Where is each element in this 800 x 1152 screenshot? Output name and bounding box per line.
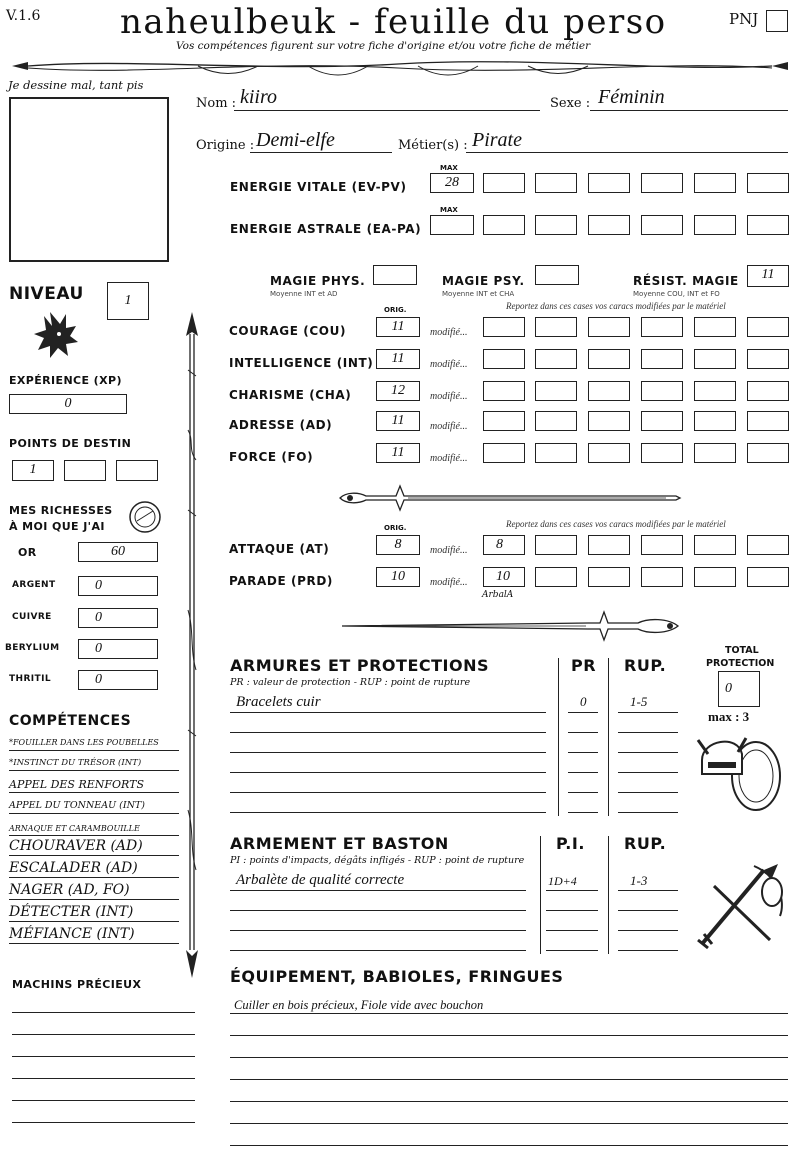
thritil-field[interactable]: 0 xyxy=(78,670,158,690)
origine-label: Origine : xyxy=(196,138,255,153)
carac-mod-field[interactable] xyxy=(641,443,683,463)
armures-lines xyxy=(230,712,690,822)
carac-mod-field[interactable] xyxy=(747,411,789,431)
armement-col-pi: P.I. xyxy=(556,834,585,853)
combat-mod-field[interactable] xyxy=(641,567,683,587)
ev-label: ENERGIE VITALE (EV-PV) xyxy=(230,180,407,194)
carac-mod-field[interactable] xyxy=(483,381,525,401)
experience-field[interactable]: 0 xyxy=(9,394,127,414)
intelligence-label: INTELLIGENCE (INT) xyxy=(229,356,374,370)
armement-lines xyxy=(230,890,690,954)
carac-mod-field[interactable] xyxy=(694,317,736,337)
carac-mod-field[interactable] xyxy=(641,411,683,431)
destin-label: POINTS DE DESTIN xyxy=(9,437,132,450)
combat-mod-field[interactable] xyxy=(747,535,789,555)
carac-mod-field[interactable] xyxy=(535,317,577,337)
carac-mod-field[interactable] xyxy=(747,381,789,401)
combat-mod-field[interactable] xyxy=(535,535,577,555)
competence-item[interactable]: APPEL DU TONNEAU (INT) xyxy=(9,799,179,814)
pnj-checkbox[interactable] xyxy=(766,10,788,32)
ea-max-field[interactable] xyxy=(430,215,474,235)
force-modifie-label: modifié... xyxy=(430,453,468,464)
equipement-line[interactable] xyxy=(230,1079,788,1080)
dragon-icon xyxy=(32,306,82,362)
competence-item[interactable]: APPEL DES RENFORTS xyxy=(9,777,179,793)
competence-item[interactable]: DÉTECTER (INT) xyxy=(9,904,179,922)
parade-modifie-label: modifié... xyxy=(430,577,468,588)
carac-mod-field[interactable] xyxy=(694,411,736,431)
origine-value[interactable]: Demi-elfe xyxy=(256,129,335,151)
armure-row-rup[interactable]: 1-5 xyxy=(630,694,648,709)
magie-psy-sub: Moyenne INT et CHA xyxy=(442,290,515,298)
ev-max-label: MAX xyxy=(440,164,458,172)
armures-col-pr: PR xyxy=(571,656,597,675)
carac-mod-field[interactable] xyxy=(588,443,630,463)
sword-icon xyxy=(336,480,682,516)
combat-mod-field[interactable] xyxy=(694,567,736,587)
equipement-line[interactable] xyxy=(230,1035,788,1036)
ea-field[interactable] xyxy=(694,215,736,235)
magie-phys-label: MAGIE PHYS. xyxy=(270,274,366,288)
attaque-label: ATTAQUE (AT) xyxy=(229,542,330,556)
metier-line xyxy=(466,152,788,153)
equipement-line[interactable] xyxy=(230,1057,788,1058)
armure-row-name[interactable]: Bracelets cuir xyxy=(236,694,321,710)
ea-field[interactable] xyxy=(641,215,683,235)
arme-row-pi[interactable]: 1D+4 xyxy=(548,874,577,888)
carac-mod-field[interactable] xyxy=(535,411,577,431)
armures-title: ARMURES ET PROTECTIONS xyxy=(230,656,489,675)
armement-col-rup: RUP. xyxy=(624,834,667,853)
cuivre-label: CUIVRE xyxy=(12,612,52,622)
magie-psy-field[interactable] xyxy=(535,265,579,285)
ea-field[interactable] xyxy=(535,215,577,235)
ornament-divider xyxy=(8,54,792,80)
ev-field[interactable] xyxy=(535,173,577,193)
total-protection-field[interactable]: 0 xyxy=(718,671,760,707)
competences-label: COMPÉTENCES xyxy=(9,713,132,729)
carac-mod-field[interactable] xyxy=(535,443,577,463)
total-protection-label-1: TOTAL xyxy=(725,645,759,656)
cuivre-field[interactable]: 0 xyxy=(78,608,158,628)
page-title: naheulbeuk - feuille du perso xyxy=(120,2,667,42)
force-field[interactable]: 11 xyxy=(376,443,420,463)
portrait-caption: Je dessine mal, tant pis xyxy=(8,78,144,92)
carac-mod-field[interactable] xyxy=(588,381,630,401)
niveau-label: NIVEAU xyxy=(9,284,84,304)
spear-icon xyxy=(180,310,204,980)
attaque-modifie-label: modifié... xyxy=(430,545,468,556)
argent-field[interactable]: 0 xyxy=(78,576,158,596)
carac-mod-field[interactable] xyxy=(483,317,525,337)
machins-line[interactable] xyxy=(12,1078,195,1079)
carac-mod-field[interactable] xyxy=(588,317,630,337)
caracs-note: Reportez dans ces cases vos caracs modifiées par le matériel xyxy=(506,301,726,311)
parade-field[interactable]: 10 xyxy=(376,567,420,587)
ev-field[interactable] xyxy=(641,173,683,193)
carac-mod-field[interactable] xyxy=(641,381,683,401)
charisme-modifie-label: modifié... xyxy=(430,391,468,402)
ea-field[interactable] xyxy=(747,215,789,235)
machins-line[interactable] xyxy=(12,1034,195,1035)
ev-field[interactable] xyxy=(694,173,736,193)
page-subtitle: Vos compétences figurent sur votre fiche d'origine et/ou votre fiche de métier xyxy=(176,40,591,52)
carac-mod-field[interactable] xyxy=(747,317,789,337)
metier-label: Métier(s) : xyxy=(398,138,468,153)
intelligence-field[interactable]: 11 xyxy=(376,349,420,369)
parade-mod-field[interactable]: 10 xyxy=(483,567,525,587)
machins-line[interactable] xyxy=(12,1056,195,1057)
berylium-label: BERYLIUM xyxy=(5,643,60,653)
metier-value[interactable]: Pirate xyxy=(472,129,522,151)
richesses-label-2: À MOI QUE J'AI xyxy=(9,520,105,533)
combat-mod-field[interactable] xyxy=(588,535,630,555)
armement-title: ARMEMENT ET BASTON xyxy=(230,834,449,853)
combat-note: Reportez dans ces cases vos caracs modifiées par le matériel xyxy=(506,519,726,529)
carac-mod-field[interactable] xyxy=(483,443,525,463)
equipement-line[interactable] xyxy=(230,1145,788,1146)
ea-field[interactable] xyxy=(588,215,630,235)
machins-label: MACHINS PRÉCIEUX xyxy=(12,978,142,991)
carac-mod-field[interactable] xyxy=(588,411,630,431)
armures-sub: PR : valeur de protection - RUP : point de rupture xyxy=(230,677,471,688)
carac-mod-field[interactable] xyxy=(694,381,736,401)
machins-line[interactable] xyxy=(12,1100,195,1101)
competence-item[interactable]: ESCALADER (AD) xyxy=(9,860,179,878)
competence-item[interactable]: CHOURAVER (AD) xyxy=(9,838,179,856)
helmet-shield-icon xyxy=(694,724,788,814)
total-protection-label-2: PROTECTION xyxy=(706,658,775,669)
portrait-frame[interactable] xyxy=(9,97,169,262)
magie-phys-sub: Moyenne INT et AD xyxy=(270,290,338,298)
sword-icon xyxy=(338,606,682,646)
arme-row-rup[interactable]: 1-3 xyxy=(630,873,648,888)
armures-col-rup: RUP. xyxy=(624,656,667,675)
attaque-field[interactable]: 8 xyxy=(376,535,420,555)
ev-field[interactable] xyxy=(588,173,630,193)
charisme-field[interactable]: 12 xyxy=(376,381,420,401)
ea-label: ENERGIE ASTRALE (EA-PA) xyxy=(230,222,422,236)
carac-mod-field[interactable] xyxy=(694,443,736,463)
armure-row-pr[interactable]: 0 xyxy=(580,694,587,709)
adresse-modifie-label: modifié... xyxy=(430,421,468,432)
nom-label: Nom : xyxy=(196,96,237,111)
destin-field-3[interactable] xyxy=(116,460,158,481)
coin-icon xyxy=(128,500,162,534)
destin-field-1[interactable]: 1 xyxy=(12,460,54,481)
equipement-title: ÉQUIPEMENT, BABIOLES, FRINGUES xyxy=(230,967,564,986)
machins-line[interactable] xyxy=(12,1012,195,1013)
ev-max-field[interactable]: 28 xyxy=(430,173,474,193)
courage-modifie-label: modifié... xyxy=(430,327,468,338)
carac-mod-field[interactable] xyxy=(641,349,683,369)
carac-mod-field[interactable] xyxy=(535,381,577,401)
competence-item[interactable]: ARNAQUE ET CARAMBOUILLE xyxy=(9,822,179,836)
ev-field[interactable] xyxy=(483,173,525,193)
combat-orig-label: ORIG. xyxy=(384,524,407,532)
max-protection-note: max : 3 xyxy=(708,709,750,724)
courage-field[interactable]: 11 xyxy=(376,317,420,337)
or-field[interactable]: 60 xyxy=(78,542,158,562)
sexe-label: Sexe : xyxy=(550,96,591,111)
parade-mod-note: ArbalA xyxy=(482,590,514,600)
magie-psy-label: MAGIE PSY. xyxy=(442,274,525,288)
combat-mod-field[interactable] xyxy=(535,567,577,587)
carac-mod-field[interactable] xyxy=(483,411,525,431)
sexe-line xyxy=(590,110,788,111)
carac-mod-field[interactable] xyxy=(694,349,736,369)
ea-max-label: MAX xyxy=(440,206,458,214)
argent-label: ARGENT xyxy=(12,580,56,590)
resist-magie-sub: Moyenne COU, INT et FO xyxy=(633,290,720,298)
carac-mod-field[interactable] xyxy=(747,349,789,369)
carac-mod-field[interactable] xyxy=(588,349,630,369)
weapons-icon xyxy=(694,856,790,952)
magie-phys-field[interactable] xyxy=(373,265,417,285)
carac-mod-field[interactable] xyxy=(641,317,683,337)
equipement-line[interactable] xyxy=(230,1101,788,1102)
adresse-field[interactable]: 11 xyxy=(376,411,420,431)
ev-field[interactable] xyxy=(747,173,789,193)
combat-mod-field[interactable] xyxy=(747,567,789,587)
berylium-field[interactable]: 0 xyxy=(78,639,158,659)
competence-item[interactable]: MÉFIANCE (INT) xyxy=(9,926,179,944)
experience-label: EXPÉRIENCE (XP) xyxy=(9,374,122,387)
pnj-label: PNJ xyxy=(729,10,759,28)
nom-value[interactable]: kiiro xyxy=(240,86,278,108)
resist-magie-label: RÉSIST. MAGIE xyxy=(633,274,739,288)
nom-line xyxy=(234,110,540,111)
force-label: FORCE (FO) xyxy=(229,450,314,464)
destin-field-2[interactable] xyxy=(64,460,106,481)
armement-sub: PI : points d'impacts, dégâts infligés - RUP : point de rupture xyxy=(230,855,525,866)
adresse-label: ADRESSE (AD) xyxy=(229,418,333,432)
combat-mod-field[interactable] xyxy=(588,567,630,587)
combat-mod-field[interactable] xyxy=(641,535,683,555)
equipement-line[interactable] xyxy=(230,1123,788,1124)
parade-label: PARADE (PRD) xyxy=(229,574,334,588)
competence-item[interactable]: NAGER (AD, FO) xyxy=(9,882,179,900)
thritil-label: THRITIL xyxy=(9,674,51,684)
equipement-line[interactable] xyxy=(230,1013,788,1014)
equipement-line-1[interactable]: Cuiller en bois précieux, Fiole vide avec bouchon xyxy=(234,998,484,1012)
charisme-label: CHARISME (CHA) xyxy=(229,388,352,402)
carac-mod-field[interactable] xyxy=(747,443,789,463)
richesses-label-1: MES RICHESSES xyxy=(9,504,113,517)
origine-line xyxy=(250,152,392,153)
carac-mod-field[interactable] xyxy=(483,349,525,369)
attaque-mod-field[interactable]: 8 xyxy=(483,535,525,555)
competence-item[interactable]: *INSTINCT DU TRÉSOR (INT) xyxy=(9,756,179,771)
competence-item[interactable]: *FOUILLER DANS LES POUBELLES xyxy=(9,736,179,751)
carac-mod-field[interactable] xyxy=(535,349,577,369)
intelligence-modifie-label: modifié... xyxy=(430,359,468,370)
version-label: V.1.6 xyxy=(6,8,41,24)
caracs-orig-label: ORIG. xyxy=(384,306,407,314)
niveau-field[interactable]: 1 xyxy=(107,282,149,320)
resist-magie-field[interactable]: 11 xyxy=(747,265,789,287)
or-label: OR xyxy=(18,546,37,559)
combat-mod-field[interactable] xyxy=(694,535,736,555)
arme-row-name[interactable]: Arbalète de qualité correcte xyxy=(236,872,405,888)
sexe-value[interactable]: Féminin xyxy=(598,86,665,108)
courage-label: COURAGE (COU) xyxy=(229,324,347,338)
ea-field[interactable] xyxy=(483,215,525,235)
machins-line[interactable] xyxy=(12,1122,195,1123)
